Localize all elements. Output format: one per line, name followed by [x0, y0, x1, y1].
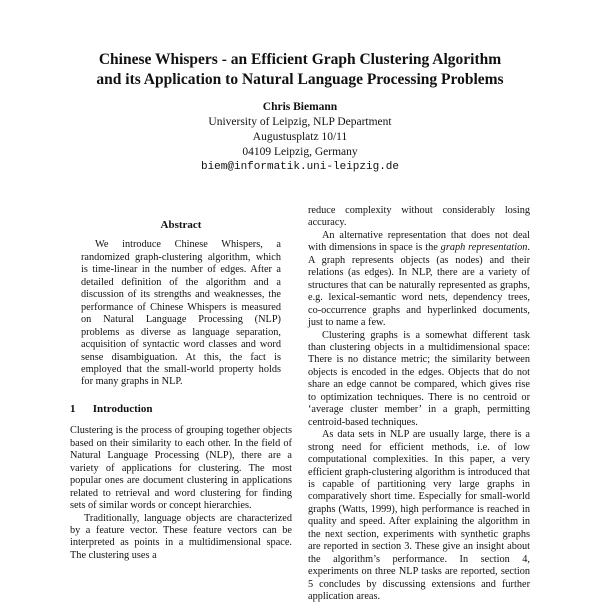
author-name: Chris Biemann — [262, 101, 338, 113]
right-paragraph-0: reduce complexity without considerably losing accuracy. — [308, 205, 530, 229]
title-line-1: Chinese Whispers - an Efficient Graph Clustering Algorithm — [98, 51, 502, 68]
paper-title — [60, 50, 540, 90]
right-paragraph-1 — [308, 230, 530, 330]
abstract-text: We introduce Chinese Whispers, a randomized graph-clustering algorithm, which is time-linear in the number of edges. After a detailed definition of the algorithm and a discussion of its strengths and weaknesses, the performance of Chinese Whispers is measured on Natural Language Processing (NLP) problems as diverse as language separation, acquisition of syntactic word classes and word sense disambiguation. At this, the fact is employed that the small-world property holds for many graphs in NLP. — [81, 239, 281, 388]
right-paragraph-1-a: An alternative representation that does not deal with dimensions in space is the — [308, 229, 530, 254]
title-line-2: and its Application to Natural Language Processing Problems — [96, 71, 504, 88]
right-paragraph-1-b: . A graph represents objects (as nodes) and their relations (as edges). In NLP, there are a variety of structures that can be naturally represented as graphs, e.g. lexical-semantic word nets, dependency trees, co-occurrence graphs and hyperlinked documents, just to name a few. — [308, 242, 530, 329]
section-title: Introduction — [92, 402, 153, 415]
intro-paragraph-2: Traditionally, language objects are characterized by a feature vector. These feature vectors can be interpreted as points in a multidimensional space. The clustering uses a — [70, 512, 292, 561]
right-column — [308, 205, 530, 604]
right-paragraph-2: Clustering graphs is a somewhat different task than clustering objects in a multidimensional space: There is no distance metric; the similarity between objects is encoded in the edges. Objects that do not share an edge cannot be compared, which gives rise to optimization techniques. There is no centroid or ‘average cluster member’ in a graph, permitting centroid-based techniques. — [308, 329, 530, 428]
section-number: 1 — [70, 402, 76, 415]
graph-representation-term: graph representation — [440, 242, 528, 254]
author-email: biem@informatik.uni-leipzig.de — [200, 161, 400, 173]
author-block — [150, 100, 450, 175]
abstract-heading: Abstract — [160, 219, 202, 231]
author-city: 04109 Leipzig, Germany — [242, 146, 358, 158]
left-column — [70, 205, 292, 562]
author-street: Augustusplatz 10/11 — [252, 131, 348, 143]
right-paragraph-3: As data sets in NLP are usually large, there is a strong need for efficient methods, i.e. of low computational complexities. In this paper, a very efficient graph-clustering algorithm is introduced that is capable of partitioning very large graphs in comparatively short time. Especially for small-world graphs (Watts, 1999), high performance is reached in quality and speed. After explaining the algorithm in the next section, experiments with synthetic graphs are reported in section 3. These give an insight about the algorithm’s performance. In section 4, experiments on three NLP tasks are reported, section 5 concludes by discussing extensions and further application areas. — [308, 429, 530, 603]
section-heading-introduction — [70, 403, 292, 415]
author-affiliation: University of Leipzig, NLP Department — [208, 116, 392, 128]
intro-paragraph-1: Clustering is the process of grouping together objects based on their similarity to each other. In the field of Natural Language Processing (NLP), there are a variety of applications for clustering. The most popular ones are document clustering in applications related to retrieval and word clustering for finding sets of similar words or concept hierarchies. — [70, 425, 292, 512]
